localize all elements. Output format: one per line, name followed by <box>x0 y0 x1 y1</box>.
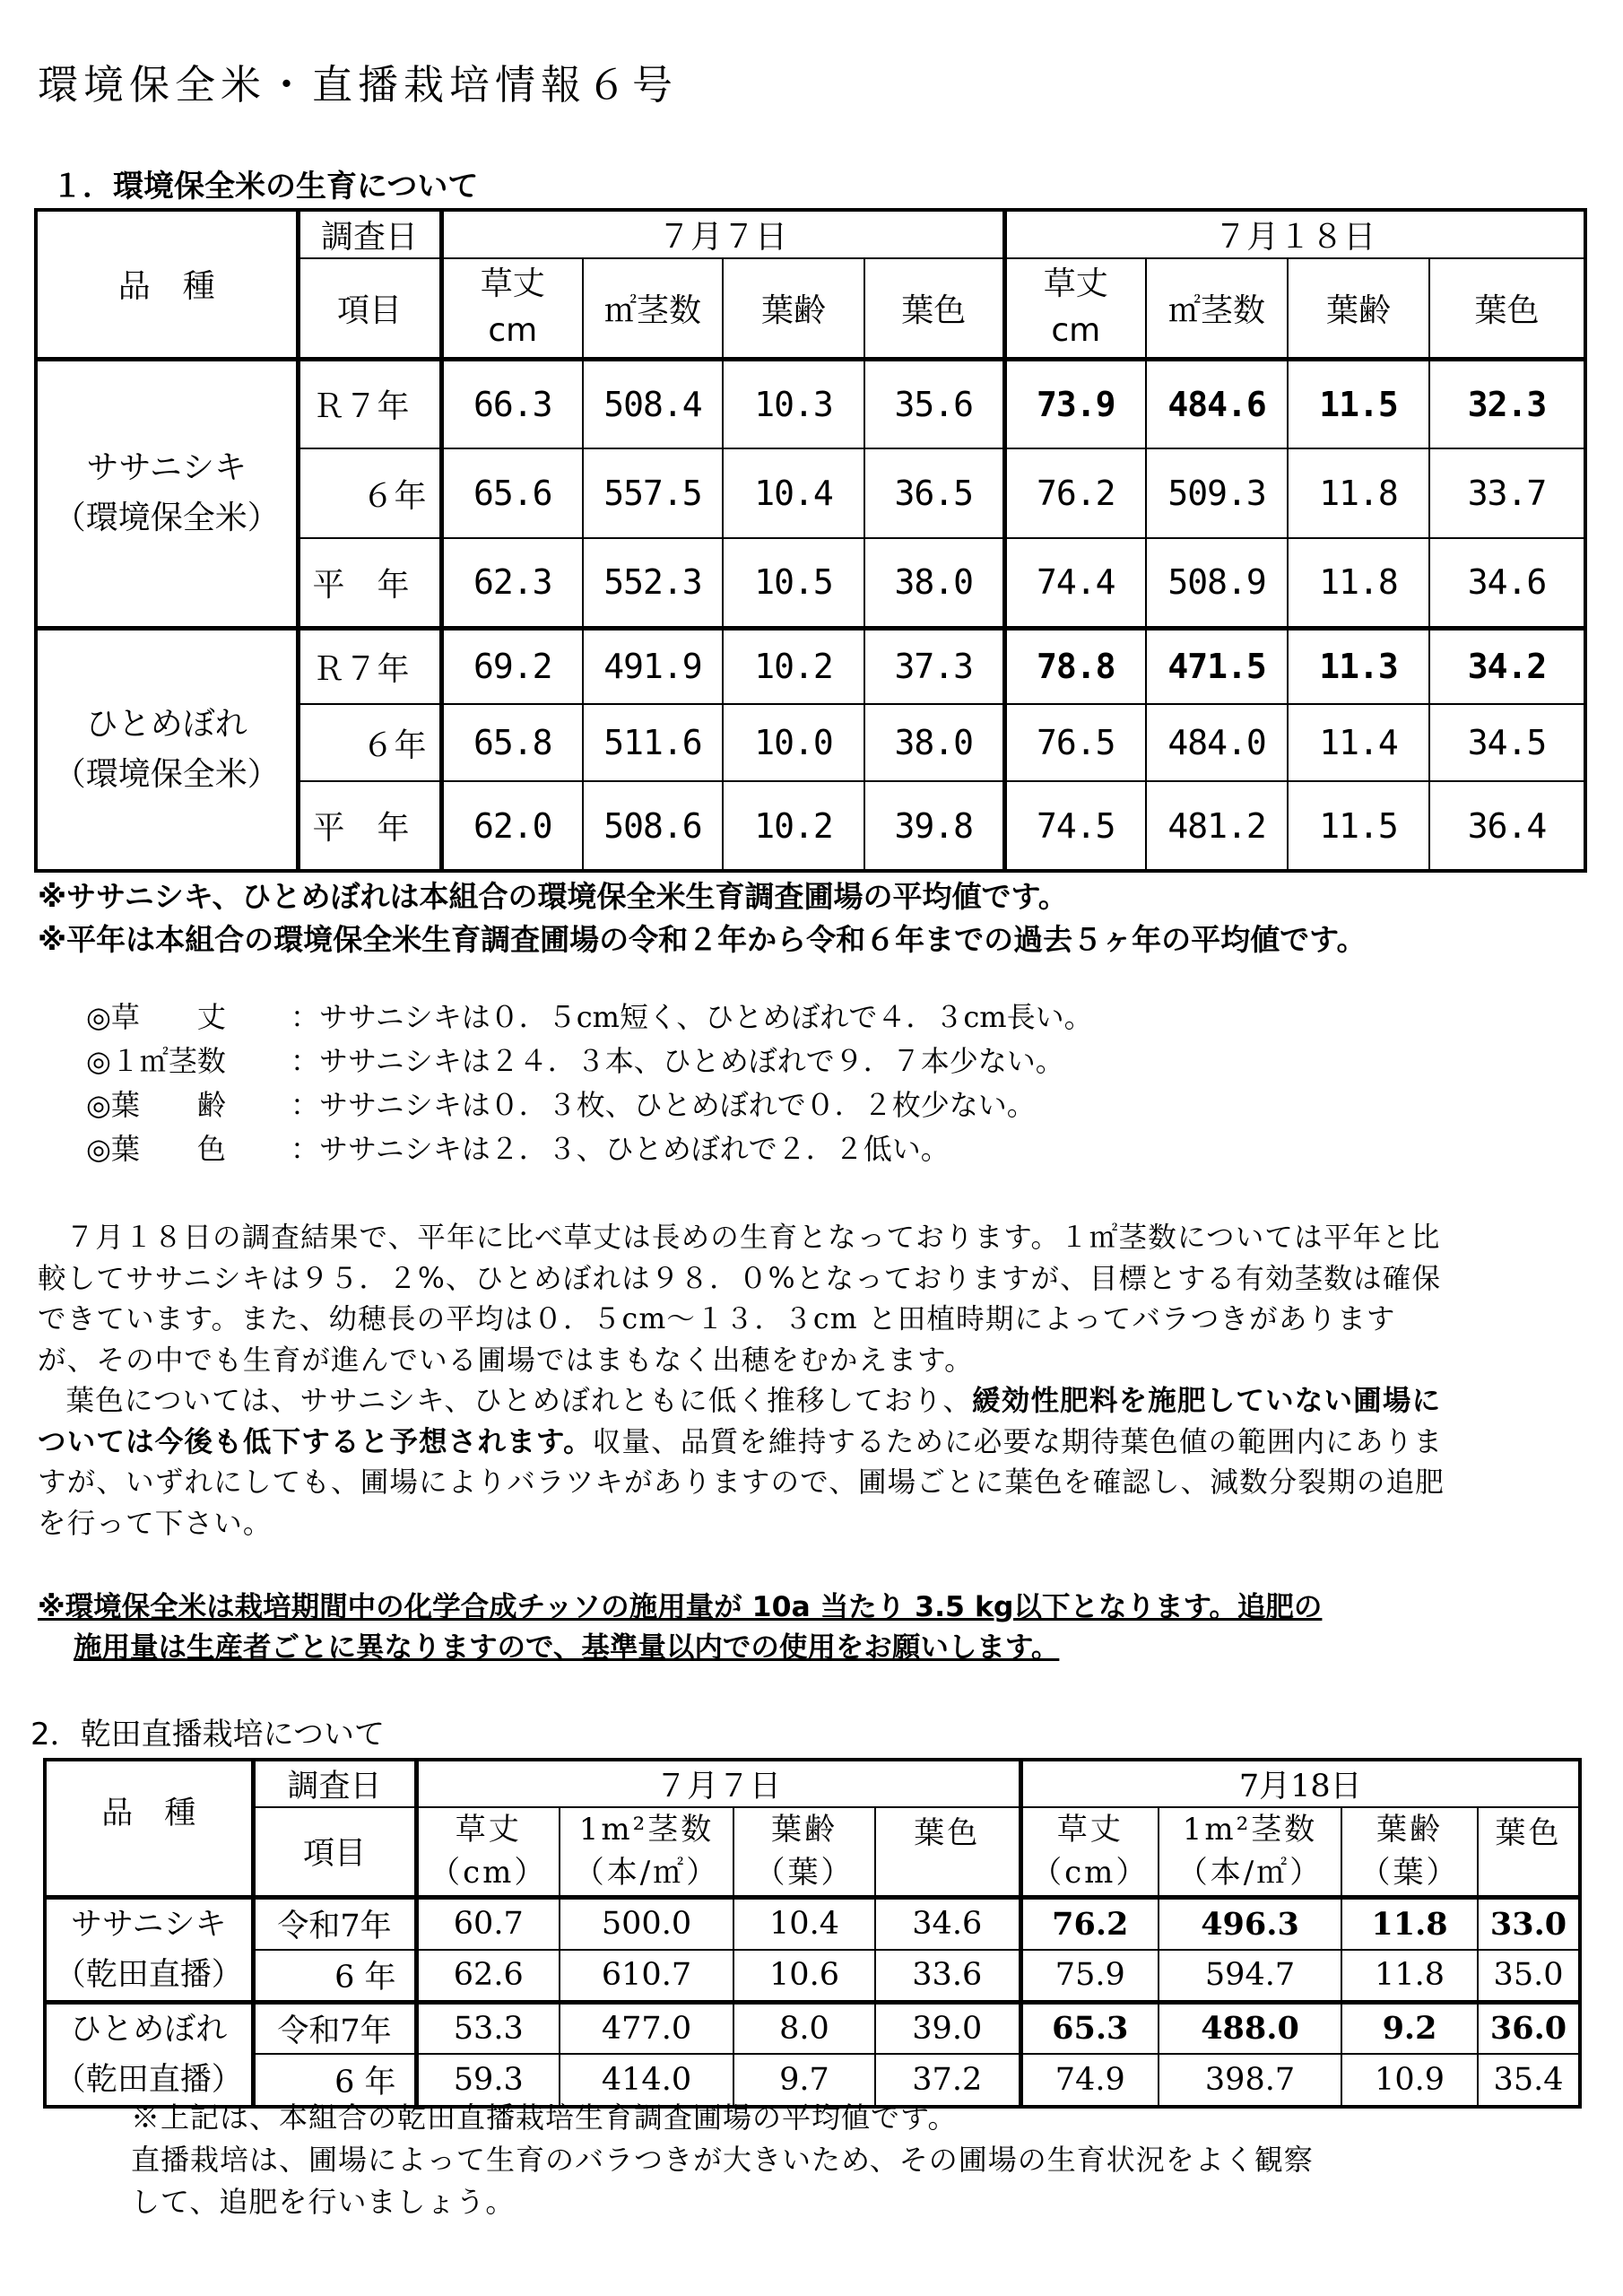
table-cell: 36.4 <box>1429 781 1585 871</box>
table-cell: 508.6 <box>583 781 723 871</box>
bullet-item: ◎葉 齢 ：ササニシキは０．３枚、ひとめぼれで０．２枚少ない。 <box>86 1088 1036 1122</box>
col-stems-d1: 1m²茎数 （本/㎡） <box>560 1807 733 1897</box>
col-leafage-d1: 葉齢 （葉） <box>733 1807 875 1897</box>
document-title: 環境保全米・直播栽培情報６号 <box>38 61 679 109</box>
table-cell: 74.5 <box>1004 781 1146 871</box>
table-cell: 594.7 <box>1159 1950 1341 2003</box>
table-cell: 33.0 <box>1478 1897 1580 1950</box>
table-cell: 9.2 <box>1341 2002 1478 2054</box>
bullet-item: ◎葉 色 ：ササニシキは２．３、ひとめぼれで２．２低い。 <box>86 1132 950 1166</box>
table-cell: 75.9 <box>1020 1950 1159 2003</box>
table-row <box>45 2002 1580 2054</box>
table-cell: 38.0 <box>864 704 1004 781</box>
bullet-item: ◎１㎡茎数 ：ササニシキは２４．３本、ひとめぼれで９．７本少ない。 <box>86 1044 1064 1078</box>
table-cell: 10.6 <box>733 1950 875 2003</box>
table-cell: 34.6 <box>875 1897 1020 1950</box>
table-cell: 33.6 <box>875 1950 1020 2003</box>
table-cell: 10.2 <box>723 781 864 871</box>
table-cell: 11.5 <box>1288 781 1429 871</box>
table-cell: 8.0 <box>733 2002 875 2054</box>
table-row <box>45 1950 1580 2003</box>
col-leafcolor-d1: 葉色 <box>864 258 1004 359</box>
table-cell: 34.2 <box>1429 628 1585 704</box>
variety-name: ひとめぼれ （乾田直播） <box>45 2002 253 2107</box>
table-cell: 398.7 <box>1159 2054 1341 2106</box>
table-cell: 11.8 <box>1341 1897 1478 1950</box>
table1-note: ※ササニシキ、ひとめぼれは本組合の環境保全米生育調査圃場の平均値です。 <box>38 879 1068 914</box>
variety-name: ひとめぼれ （環境保全米） <box>36 628 298 871</box>
table-cell: 10.9 <box>1341 2054 1478 2106</box>
item-label: 項目 <box>298 258 441 359</box>
date1-header: ７月７日 <box>441 210 1004 258</box>
survey-date-label: 調査日 <box>253 1760 416 1807</box>
table-cell: 610.7 <box>560 1950 733 2003</box>
variety-header: 品 種 <box>45 1760 253 1897</box>
date2-header: 7月18日 <box>1020 1760 1580 1807</box>
col-stems-d2: ㎡茎数 <box>1146 258 1288 359</box>
col-stems-d1: ㎡茎数 <box>583 258 723 359</box>
col-stems-d2: 1m²茎数 （本/㎡） <box>1159 1807 1341 1897</box>
table-cell: 33.7 <box>1429 448 1585 538</box>
table-cell: 34.6 <box>1429 538 1585 628</box>
table-cell: 53.3 <box>416 2002 560 2054</box>
bullet-item: ◎草 丈 ：ササニシキは０．５cm短く、ひとめぼれで４．３cm長い。 <box>86 1000 1093 1034</box>
table-cell: 10.4 <box>723 448 864 538</box>
direct-seeding-growth-table <box>43 1758 1582 2109</box>
col-leafage-d2: 葉齢 <box>1288 258 1429 359</box>
table-cell: 484.6 <box>1146 359 1288 448</box>
year-label: ６年 <box>298 704 441 781</box>
table-cell: 76.2 <box>1004 448 1146 538</box>
table1-note: ※平年は本組合の環境保全米生育調査圃場の令和２年から令和６年までの過去５ヶ年の平均値です。 <box>38 922 1367 957</box>
table-cell: 11.8 <box>1288 448 1429 538</box>
table-cell: 76.5 <box>1004 704 1146 781</box>
table-cell: 66.3 <box>441 359 583 448</box>
table-cell: 488.0 <box>1159 2002 1341 2054</box>
table-cell: 10.4 <box>733 1897 875 1950</box>
table-cell: 496.3 <box>1159 1897 1341 1950</box>
table-cell: 74.9 <box>1020 2054 1159 2106</box>
survey-date-label: 調査日 <box>298 210 441 258</box>
year-label: 平 年 <box>298 781 441 871</box>
table-cell: 69.2 <box>441 628 583 704</box>
year-label: 令和7年 <box>253 2002 416 2054</box>
table-cell: 39.0 <box>875 2002 1020 2054</box>
variety-name: ササニシキ （環境保全米） <box>36 359 298 628</box>
table-cell: 62.0 <box>441 781 583 871</box>
table-cell: 11.8 <box>1288 538 1429 628</box>
year-label: ６年 <box>298 448 441 538</box>
table-cell: 11.8 <box>1341 1950 1478 2003</box>
comparison-bullets <box>86 996 1093 1171</box>
table-cell: 509.3 <box>1146 448 1288 538</box>
date1-header: ７月７日 <box>416 1760 1020 1807</box>
table-cell: 484.0 <box>1146 704 1288 781</box>
table-cell: 500.0 <box>560 1897 733 1950</box>
col-height-d2: 草丈 cm <box>1004 258 1146 359</box>
table-cell: 65.8 <box>441 704 583 781</box>
table-cell: 65.6 <box>441 448 583 538</box>
table-cell: 471.5 <box>1146 628 1288 704</box>
table-cell: 73.9 <box>1004 359 1146 448</box>
paragraph: ７月１８日の調査結果で、平年に比べ草丈は長めの生育となっております。１㎡茎数については平年と比較してササニシキは９５．２%、ひとめぼれは９８．０%となっておりますが、目標とする有効茎数は確保できています。また、幼穂長の平均は０．５cm～１３．３cm と田植時期によってバラつきがありますが、その中でも生育が進んでいる圃場ではまもなく出穂をむかえます。 <box>38 1222 1442 1377</box>
environment-rice-growth-table <box>34 208 1587 873</box>
table-cell: 477.0 <box>560 2002 733 2054</box>
table-row <box>36 359 1585 448</box>
col-height-d2: 草丈 （cm） <box>1020 1807 1159 1897</box>
table-cell: 511.6 <box>583 704 723 781</box>
table-cell: 10.3 <box>723 359 864 448</box>
table-cell: 37.3 <box>864 628 1004 704</box>
table-cell: 491.9 <box>583 628 723 704</box>
table-row <box>45 1897 1580 1950</box>
paragraph: 葉色については、ササニシキ、ひとめぼれともに低く推移しており、緩効性肥料を施肥していない圃場については今後も低下すると予想されます。収量、品質を維持するために必要な期待葉色値の範囲内にありますが、いずれにしても、圃場によりバラツキがありますので、圃場ごとに葉色を確認し、減数分裂期の追肥を行って下さい。 <box>38 1385 1445 1540</box>
col-leafcolor-d2: 葉色 <box>1478 1807 1580 1897</box>
table2-footnote: ※上記は、本組合の乾田直播栽培生育調査圃場の平均値です。 直播栽培は、圃場によって生育のバラつきが大きいため、その圃場の生育状況をよく観察 して、追肥を行いましょう。 <box>131 2100 1314 2219</box>
table-cell: 11.4 <box>1288 704 1429 781</box>
year-label: 令和7年 <box>253 1897 416 1950</box>
table-cell: 557.5 <box>583 448 723 538</box>
table-cell: 552.3 <box>583 538 723 628</box>
table-cell: 508.4 <box>583 359 723 448</box>
year-label: Ｒ７年 <box>298 359 441 448</box>
table-cell: 10.5 <box>723 538 864 628</box>
col-leafcolor-d1: 葉色 <box>875 1807 1020 1897</box>
col-leafage-d1: 葉齢 <box>723 258 864 359</box>
table-cell: 38.0 <box>864 538 1004 628</box>
table-cell: 59.3 <box>416 2054 560 2106</box>
table-cell: 74.4 <box>1004 538 1146 628</box>
table-cell: 32.3 <box>1429 359 1585 448</box>
table-cell: 10.2 <box>723 628 864 704</box>
col-leafcolor-d2: 葉色 <box>1429 258 1585 359</box>
table-cell: 508.9 <box>1146 538 1288 628</box>
table-cell: 76.2 <box>1020 1897 1159 1950</box>
table-cell: 78.8 <box>1004 628 1146 704</box>
col-height-d1: 草丈 cm <box>441 258 583 359</box>
table-row <box>36 628 1585 704</box>
year-label: 平 年 <box>298 538 441 628</box>
variety-header: 品 種 <box>36 210 298 359</box>
table-cell: 36.5 <box>864 448 1004 538</box>
table-cell: 34.5 <box>1429 704 1585 781</box>
col-leafage-d2: 葉齢 （葉） <box>1341 1807 1478 1897</box>
table-cell: 11.5 <box>1288 359 1429 448</box>
section1-heading: １．環境保全米の生育について <box>52 169 479 204</box>
table-cell: 62.3 <box>441 538 583 628</box>
date2-header: ７月１８日 <box>1004 210 1585 258</box>
table-cell: 10.0 <box>723 704 864 781</box>
table-cell: 481.2 <box>1146 781 1288 871</box>
variety-name: ササニシキ （乾田直播） <box>45 1897 253 2002</box>
table-cell: 35.6 <box>864 359 1004 448</box>
year-label: 6 年 <box>253 1950 416 2003</box>
table-cell: 36.0 <box>1478 2002 1580 2054</box>
table-cell: 35.0 <box>1478 1950 1580 2003</box>
year-label: Ｒ７年 <box>298 628 441 704</box>
table-cell: 65.3 <box>1020 2002 1159 2054</box>
fertilizer-warning: ※環境保全米は栽培期間中の化学合成チッソの施用量が 10a 当たり 3.5 kg以下となります。追肥の 施用量は生産者ごとに異なりますので、基準量以内での使用をお願いします。 <box>38 1591 1323 1664</box>
year-label: 6 年 <box>253 2054 416 2106</box>
section2-heading: 2．乾田直播栽培について <box>30 1717 385 1752</box>
table-cell: 35.4 <box>1478 2054 1580 2106</box>
table-cell: 62.6 <box>416 1950 560 2003</box>
table-cell: 39.8 <box>864 781 1004 871</box>
col-height-d1: 草丈 （cm） <box>416 1807 560 1897</box>
table-cell: 9.7 <box>733 2054 875 2106</box>
table-cell: 37.2 <box>875 2054 1020 2106</box>
growth-commentary <box>38 1218 1454 1544</box>
table-cell: 11.3 <box>1288 628 1429 704</box>
table-cell: 414.0 <box>560 2054 733 2106</box>
item-label: 項目 <box>253 1807 416 1897</box>
table-cell: 60.7 <box>416 1897 560 1950</box>
